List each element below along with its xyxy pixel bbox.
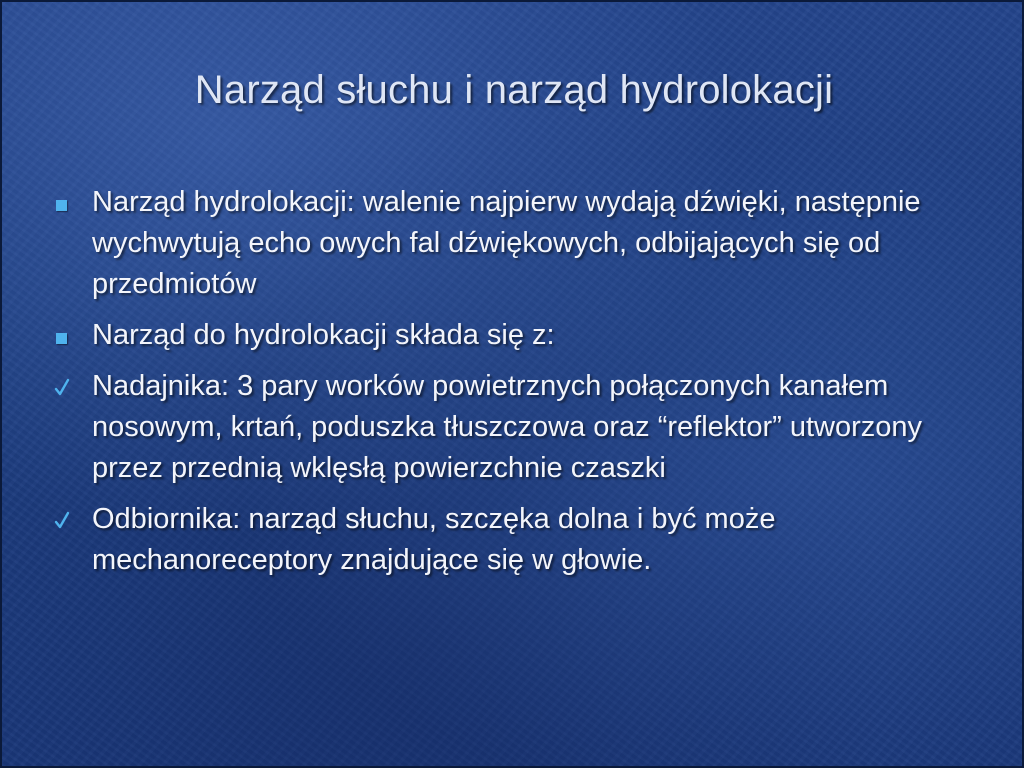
bullet-item: [50, 499, 990, 581]
checkmark-icon: [53, 376, 71, 398]
bullet-item: [50, 182, 990, 305]
bullet-text: Narząd hydrolokacji: walenie najpierw wydają dźwięki, następnie wychwytują echo owych fal dźwiękowych, odbijających się od przedmiotów: [92, 186, 921, 300]
bullet-item: [50, 366, 990, 489]
checkmark-icon: [53, 509, 71, 531]
square-bullet-icon: [56, 200, 67, 211]
bullet-list: [50, 182, 990, 591]
slide-title: Narząd słuchu i narząd hydrolokacji: [194, 68, 834, 112]
bullet-item: [50, 315, 990, 356]
bullet-text: Nadajnika: 3 pary worków powietrznych połączonych kanałem nosowym, krtań, poduszka tłuszczowa oraz “reflektor” utworzony przez przednią wklęsłą powierzchnie czaszki: [92, 370, 923, 484]
bullet-text: Narząd do hydrolokacji składa się z:: [92, 319, 555, 351]
square-bullet-icon: [56, 333, 67, 344]
bullet-text: Odbiornika: narząd słuchu, szczęka dolna i być może mechanoreceptory znajdujące się w głowie.: [92, 503, 776, 576]
